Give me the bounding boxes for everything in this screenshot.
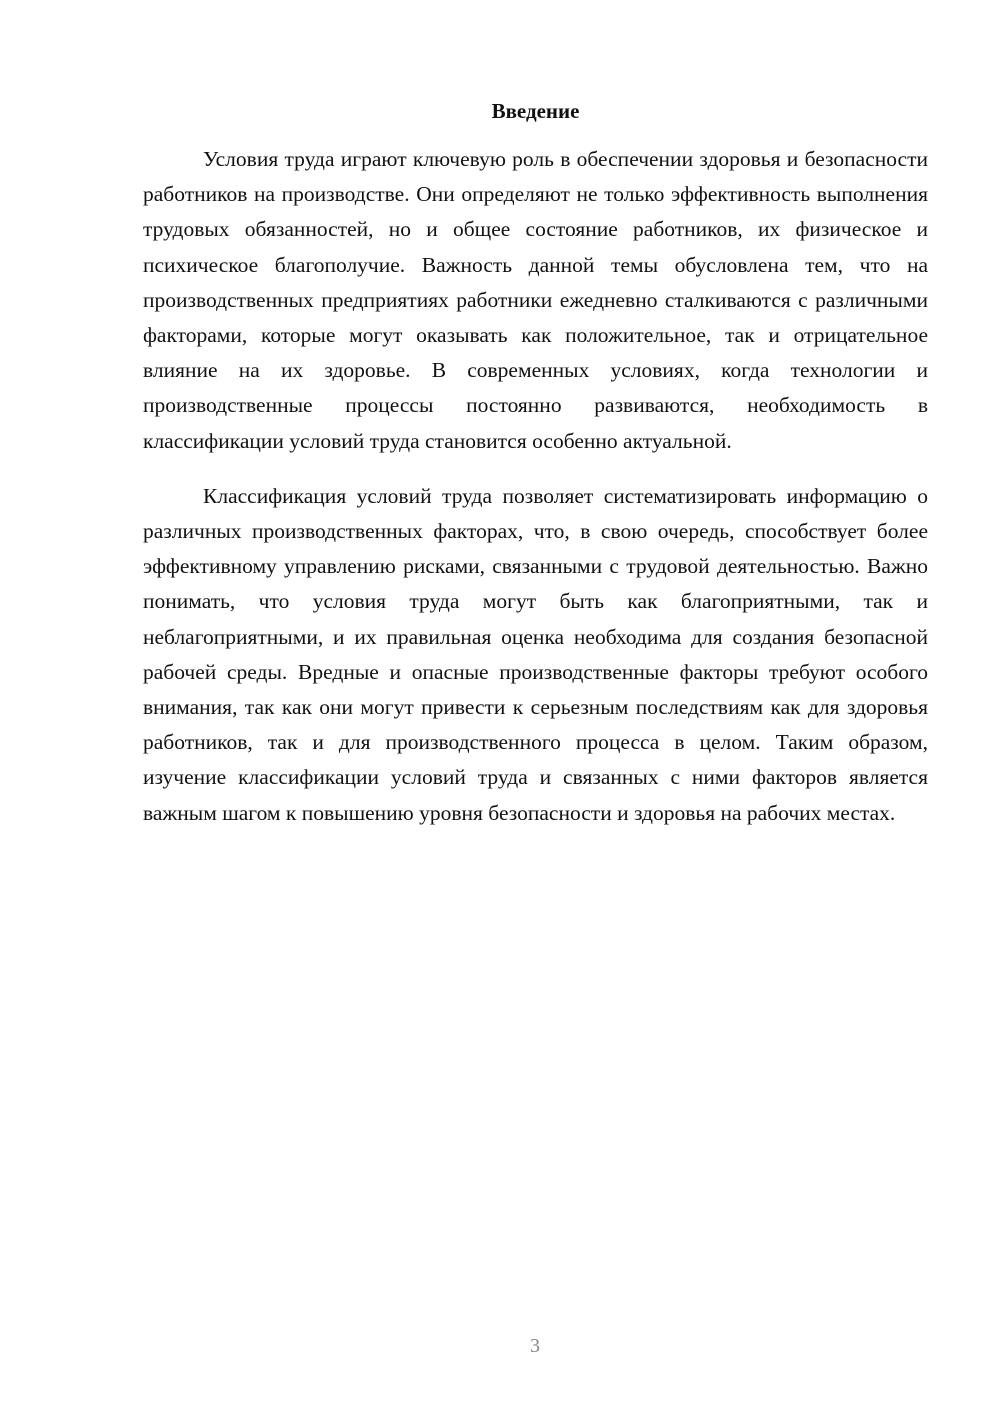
paragraph-1: Условия труда играют ключевую роль в обеспечении здоровья и безопасности работников на производстве. Они определяют не только эффективность выполнения трудовых обязанностей, но и общее состояние работников, их физическое и психическое благополучие. Важность данной темы обусловлена тем, что на производственных предприятиях работники ежедневно сталкиваются с различными факторами, которые могут оказывать как положительное, так и отрицательное влияние на их здоровье. В современных условиях, когда технологии и производственные процессы постоянно развиваются, необходимость в классификации условий труда становится особенно актуальной. bbox=[143, 147, 928, 453]
document-body bbox=[143, 142, 928, 831]
section-heading: Введение bbox=[491, 99, 580, 123]
paragraph-2: Классификация условий труда позволяет систематизировать информацию о различных производственных факторах, что, в свою очередь, способствует более эффективному управлению рисками, связанными с трудовой деятельностью. Важно понимать, что условия труда могут быть как благоприятными, так и неблагоприятными, и их правильная оценка необходима для создания безопасной рабочей среды. Вредные и опасные производственные факторы требуют особого внимания, так как они могут привести к серьезным последствиям как для здоровья работников, так и для производственного процесса в целом. Таким образом, изучение классификации условий труда и связанных с ними факторов является важным шагом к повышению уровня безопасности и здоровья на рабочих местах. bbox=[143, 483, 928, 825]
page-number: 3 bbox=[530, 1335, 540, 1357]
